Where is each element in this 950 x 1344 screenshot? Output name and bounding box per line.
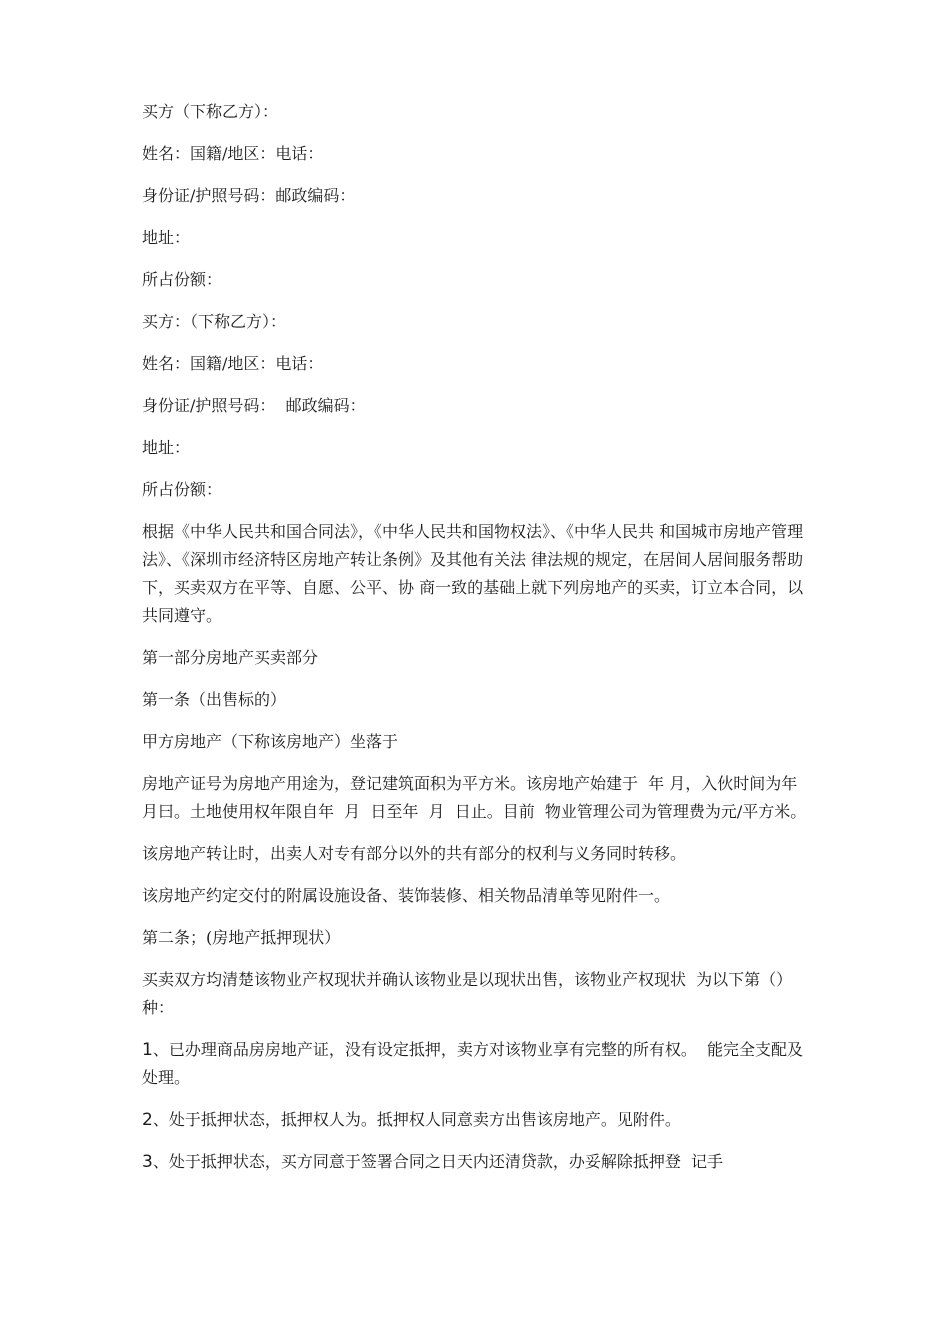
option-text: 、处于抵押状态，抵押权人为。抵押权人同意卖方出售该房地产。见附件。 [152, 1110, 681, 1129]
article-one-heading: 第一条（出售标的） [142, 690, 287, 709]
buyer-address-line-1: 地址： [142, 228, 191, 247]
option-item-3 [142, 1148, 807, 1176]
option-number: 2 [142, 1110, 153, 1130]
title-status-paragraph: 买卖双方均清楚该物业产权现状并确认该物业是以现状出售，该物业产权现状 为以下第（）种： [142, 970, 793, 1017]
option-number: 3 [142, 1152, 153, 1172]
preamble-paragraph: 根据《中华人民共和国合同法》，《中华人民共和国物权法》、《中华人民共 和国城市房地产管理法》、《深圳市经济特区房地产转让条例》及其他有关法 律法规的规定，在居间人居间服务帮助下，买卖双方在平等、自愿、公平、协 商一致的基础上就下列房地产的买卖，订立本合同，以共同遵守。 [142, 522, 804, 625]
option-text: 、处于抵押状态，买方同意于签署合同之日天内还清贷款，办妥解除抵押登 记手 [152, 1152, 724, 1171]
option-number: 1 [142, 1040, 153, 1060]
document-page [142, 98, 807, 1190]
buyer-id-line-2: 身份证/护照号码： 邮政编码： [142, 396, 366, 415]
option-item-1 [142, 1036, 807, 1092]
part-one-heading: 第一部分房地产买卖部分 [142, 648, 319, 667]
property-location-line: 甲方房地产（下称该房地产）坐落于 [142, 732, 399, 751]
buyer-heading-1: 买方（下称乙方）： [142, 102, 279, 121]
attachment-paragraph: 该房地产约定交付的附属设施设备、装饰装修、相关物品清单等见附件一。 [142, 886, 671, 905]
buyer-share-line-1: 所占份额： [142, 270, 223, 289]
rights-transfer-paragraph: 该房地产转让时，出卖人对专有部分以外的共有部分的权利与义务同时转移。 [142, 844, 687, 863]
option-text: 、已办理商品房房地产证，没有设定抵押，卖方对该物业享有完整的所有权。 能完全支配及处理。 [142, 1040, 804, 1087]
property-details-paragraph: 房地产证号为房地产用途为，登记建筑面积为平方米。该房地产始建于 年 月，入伙时间为年 月曰。土地使用权年限自年 月 日至年 月 日止。目前 物业管理公司为管理费为元/平方米。 [142, 774, 808, 821]
article-two-heading: 第二条；(房地产抵押现状） [142, 928, 341, 947]
buyer-name-line-2: 姓名：国籍/地区：电话： [142, 354, 324, 373]
buyer-share-line-2: 所占份额： [142, 480, 223, 499]
buyer-heading-2: 买方：（下称乙方）： [142, 312, 287, 331]
buyer-address-line-2: 地址： [142, 438, 191, 457]
buyer-name-line-1: 姓名：国籍/地区：电话： [142, 144, 324, 163]
buyer-id-line-1: 身份证/护照号码：邮政编码： [142, 186, 356, 205]
option-item-2 [142, 1106, 807, 1134]
